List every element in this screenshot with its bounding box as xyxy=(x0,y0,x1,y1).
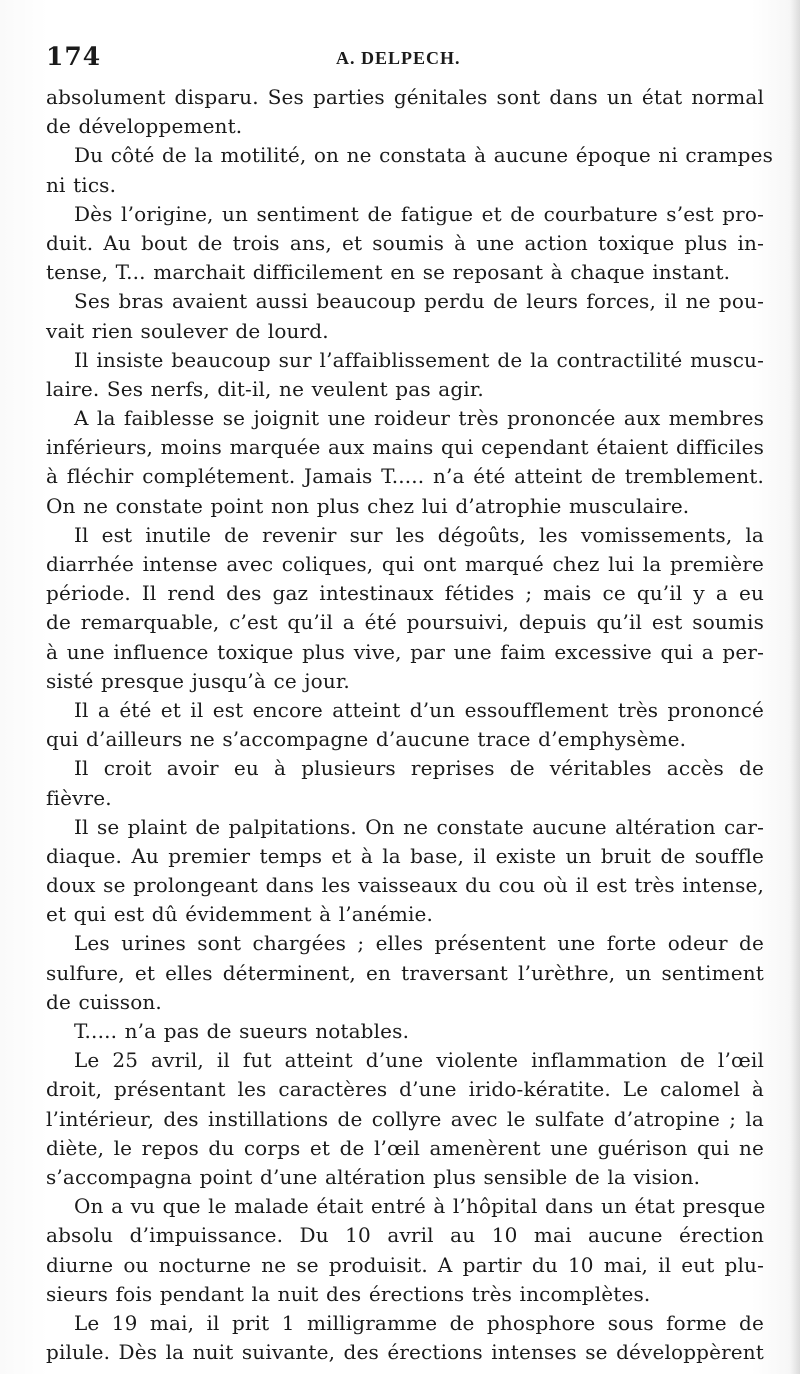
text-line: à fléchir complétement. Jamais T..... n’a été atteint de tremblement. xyxy=(46,464,764,489)
page-number: 174 xyxy=(46,42,102,71)
text-line: sieurs fois pendant la nuit des érections très incomplètes. xyxy=(46,1281,651,1306)
text-line: Il est inutile de revenir sur les dégoûts, les vomissements, la xyxy=(74,522,764,547)
page-header xyxy=(46,36,766,76)
text-line: absolument disparu. Ses parties génitales sont dans un état normal xyxy=(46,85,764,109)
text-line: à une influence toxique plus vive, par une faim excessive qui a per- xyxy=(46,639,764,664)
text-line: droit, présentant les caractères d’une irido-kératite. Le calomel à xyxy=(46,1077,764,1102)
text-line: duit. Au bout de trois ans, et soumis à une action toxique plus in- xyxy=(46,230,764,255)
text-line: ni tics. xyxy=(46,172,117,197)
text-line: sulfure, et elles déterminent, en traversant l’urèthre, un sentiment xyxy=(46,960,764,985)
text-line: Ses bras avaient aussi beaucoup perdu de leurs forces, il ne pou- xyxy=(74,289,764,314)
text-line: Les urines sont chargées ; elles présentent une forte odeur de xyxy=(74,931,764,956)
text-line: Il a été et il est encore atteint d’un essoufflement très prononcé xyxy=(74,697,764,722)
text-line: qui d’ailleurs ne s’accompagne d’aucune trace d’emphysème. xyxy=(46,727,687,752)
text-line: Le 25 avril, il fut atteint d’une violente inflammation de l’œil xyxy=(74,1048,764,1073)
text-line: T..... n’a pas de sueurs notables. xyxy=(74,1019,410,1043)
text-line: Le 19 mai, il prit 1 milligramme de phosphore sous forme de xyxy=(74,1310,764,1335)
text-line: Du côté de la motilité, on ne constata à aucune époque ni crampes xyxy=(74,143,773,168)
text-line: de cuisson. xyxy=(46,989,162,1014)
text-line: l’intérieur, des instillations de collyre avec le sulfate d’atropine ; la xyxy=(46,1106,764,1131)
text-line: Dès l’origine, un sentiment de fatigue et de courbature s’est pro- xyxy=(74,201,764,226)
text-line: diète, le repos du corps et de l’œil amenèrent une guérison qui ne xyxy=(46,1135,764,1160)
text-line: de remarquable, c’est qu’il a été poursuivi, depuis qu’il est soumis xyxy=(46,610,764,635)
text-line: tense, T... marchait difficilement en se reposant à chaque instant. xyxy=(46,260,731,285)
text-line: et qui est dû évidemment à l’anémie. xyxy=(46,902,434,927)
text-line: diarrhée intense avec coliques, qui ont marqué chez lui la première xyxy=(46,552,764,576)
text-line: sisté presque jusqu’à ce jour. xyxy=(46,668,350,693)
text-line: Il croit avoir eu à plusieurs reprises de véritables accès de xyxy=(74,756,764,781)
text-line: pilule. Dès la nuit suivante, des érections intenses se développèrent xyxy=(46,1340,764,1365)
text-line: absolu d’impuissance. Du 10 avril au 10 mai aucune érection xyxy=(46,1223,764,1248)
text-line: doux se prolongeant dans les vaisseaux du cou où il est très intense, xyxy=(46,873,764,898)
text-line: de développement. xyxy=(46,114,243,139)
text-line: période. Il rend des gaz intestinaux fétides ; mais ce qu’il y a eu xyxy=(46,581,764,606)
text-line: On a vu que le malade était entré à l’hôpital dans un état presque xyxy=(74,1194,766,1219)
text-line: diaque. Au premier temps et à la base, il existe un bruit de souffle xyxy=(46,843,764,868)
text-line: Il insiste beaucoup sur l’affaiblissement de la contractilité muscu- xyxy=(74,347,764,372)
text-line: On ne constate point non plus chez lui d’atrophie musculaire. xyxy=(46,493,690,518)
text-line: s’accompagna point d’une altération plus sensible de la vision. xyxy=(46,1164,701,1189)
text-line: inférieurs, moins marquée aux mains qui cependant étaient difficiles xyxy=(46,435,764,460)
text-line: laire. Ses nerfs, dit-il, ne veulent pas agir. xyxy=(46,376,484,401)
text-line: diurne ou nocturne ne se produisit. A partir du 10 mai, il eut plu- xyxy=(46,1252,764,1277)
text-line: fièvre. xyxy=(46,785,112,810)
page-edge-shadow xyxy=(790,0,800,1374)
text-line: vait rien soulever de lourd. xyxy=(46,318,329,343)
text-line: Il se plaint de palpitations. On ne constate aucune altération car- xyxy=(74,814,764,839)
text-line: A la faiblesse se joignit une roideur très prononcée aux membres xyxy=(74,406,764,431)
body-text xyxy=(46,83,773,1367)
running-title: A. DELPECH. xyxy=(336,48,461,68)
